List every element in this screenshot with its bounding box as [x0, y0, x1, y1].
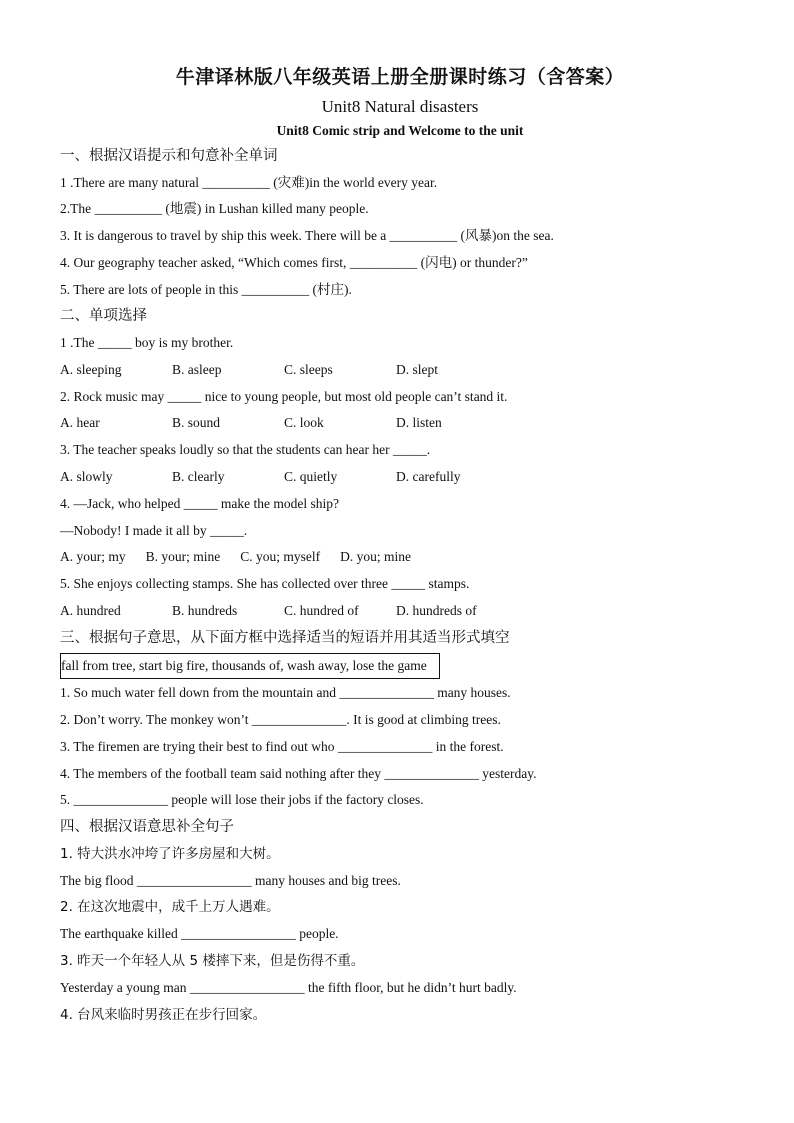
option-d: D. carefully [396, 468, 461, 484]
section3-item-5: 5. ______________ people will lose their jobs if the factory closes. [60, 792, 424, 808]
section4-heading: 四、根据汉语意思补全句子 [60, 819, 234, 836]
question-2-options [60, 410, 740, 437]
option-a: A. your; my [60, 549, 126, 565]
option-c: C. look [284, 415, 324, 431]
document-title: 牛津译林版八年级英语上册全册课时练习（含答案） [175, 66, 625, 88]
question-2-stem: 2. Rock music may _____ nice to young people, but most old people can’t stand it. [60, 388, 508, 404]
phrase-box: fall from tree, start big fire, thousands of, wash away, lose the game [60, 653, 440, 679]
option-b: B. clearly [172, 468, 225, 484]
section4-item-3-english: Yesterday a young man _________________ the fifth floor, but he didn’t hurt badly. [60, 979, 517, 995]
option-a: A. slowly [60, 468, 113, 484]
section1-item-2: 2.The __________ (地震) in Lushan killed many people. [60, 201, 369, 217]
question-4-stem: 4. —Jack, who helped _____ make the model ship? [60, 495, 339, 511]
lesson-title: Unit8 Comic strip and Welcome to the unit [276, 123, 524, 138]
option-a: A. hear [60, 415, 100, 431]
section4-item-1-english: The big flood _________________ many houses and big trees. [60, 872, 401, 888]
question-1-options [60, 357, 740, 384]
section4-item-1-chinese: 1. 特大洪水冲垮了许多房屋和大树。 [60, 845, 280, 862]
section3-heading: 三、根据句子意思，从下面方框中选择适当的短语并用其适当形式填空 [60, 629, 510, 646]
option-c: C. quietly [284, 468, 338, 484]
section3-item-2: 2. Don’t worry. The monkey won’t ______________. It is good at climbing trees. [60, 712, 501, 728]
option-a: A. hundred [60, 602, 121, 618]
section2-heading: 二、单项选择 [60, 308, 147, 325]
section1-heading: 一、根据汉语提示和句意补全单词 [60, 148, 278, 164]
question-3-stem: 3. The teacher speaks loudly so that the students can hear her _____. [60, 442, 431, 458]
option-d: D. slept [396, 361, 438, 377]
section3-item-3: 3. The firemen are trying their best to find out who ______________ in the forest. [60, 738, 504, 754]
option-b: B. hundreds [172, 602, 238, 618]
question-1-stem: 1 .The _____ boy is my brother. [60, 334, 234, 350]
option-a: A. sleeping [60, 361, 122, 377]
option-c: C. sleeps [284, 361, 333, 377]
unit-title: Unit8 Natural disasters [321, 97, 479, 116]
option-b: B. sound [172, 415, 221, 431]
section4-item-3-chinese: 3. 昨天一个年轻人从 5 楼摔下来，但是伤得不重。 [60, 952, 365, 969]
section4-item-2-chinese: 2. 在这次地震中，成千上万人遇难。 [60, 899, 280, 916]
section1-item-1: 1 .There are many natural __________ (灾难)in the world every year. [60, 174, 438, 190]
option-d: D. hundreds of [396, 602, 477, 618]
option-c: C. hundred of [284, 602, 359, 618]
section4-item-2-english: The earthquake killed _________________ people. [60, 926, 339, 942]
question-4-options [60, 544, 740, 571]
option-d: D. you; mine [340, 549, 411, 565]
section3-item-1: 1. So much water fell down from the mountain and ______________ many houses. [60, 685, 511, 701]
worksheet-page [60, 62, 740, 1028]
question-4-stem-2: —Nobody! I made it all by _____. [60, 522, 248, 538]
section1-item-4: 4. Our geography teacher asked, “Which comes first, __________ (闪电) or thunder?” [60, 254, 528, 270]
option-d: D. listen [396, 415, 442, 431]
question-3-options [60, 464, 740, 491]
option-b: B. asleep [172, 361, 222, 377]
section1-item-3: 3. It is dangerous to travel by ship this week. There will be a __________ (风暴)on the sea. [60, 228, 554, 244]
section4-item-4-chinese: 4. 台风来临时男孩正在步行回家。 [60, 1006, 267, 1023]
option-b: B. your; mine [145, 549, 221, 565]
question-5-stem: 5. She enjoys collecting stamps. She has collected over three _____ stamps. [60, 576, 470, 592]
option-c: C. you; myself [240, 549, 321, 565]
section3-item-4: 4. The members of the football team said nothing after they ______________ yesterday. [60, 765, 537, 781]
question-5-options [60, 598, 740, 625]
section1-item-5: 5. There are lots of people in this __________ (村庄). [60, 281, 352, 297]
